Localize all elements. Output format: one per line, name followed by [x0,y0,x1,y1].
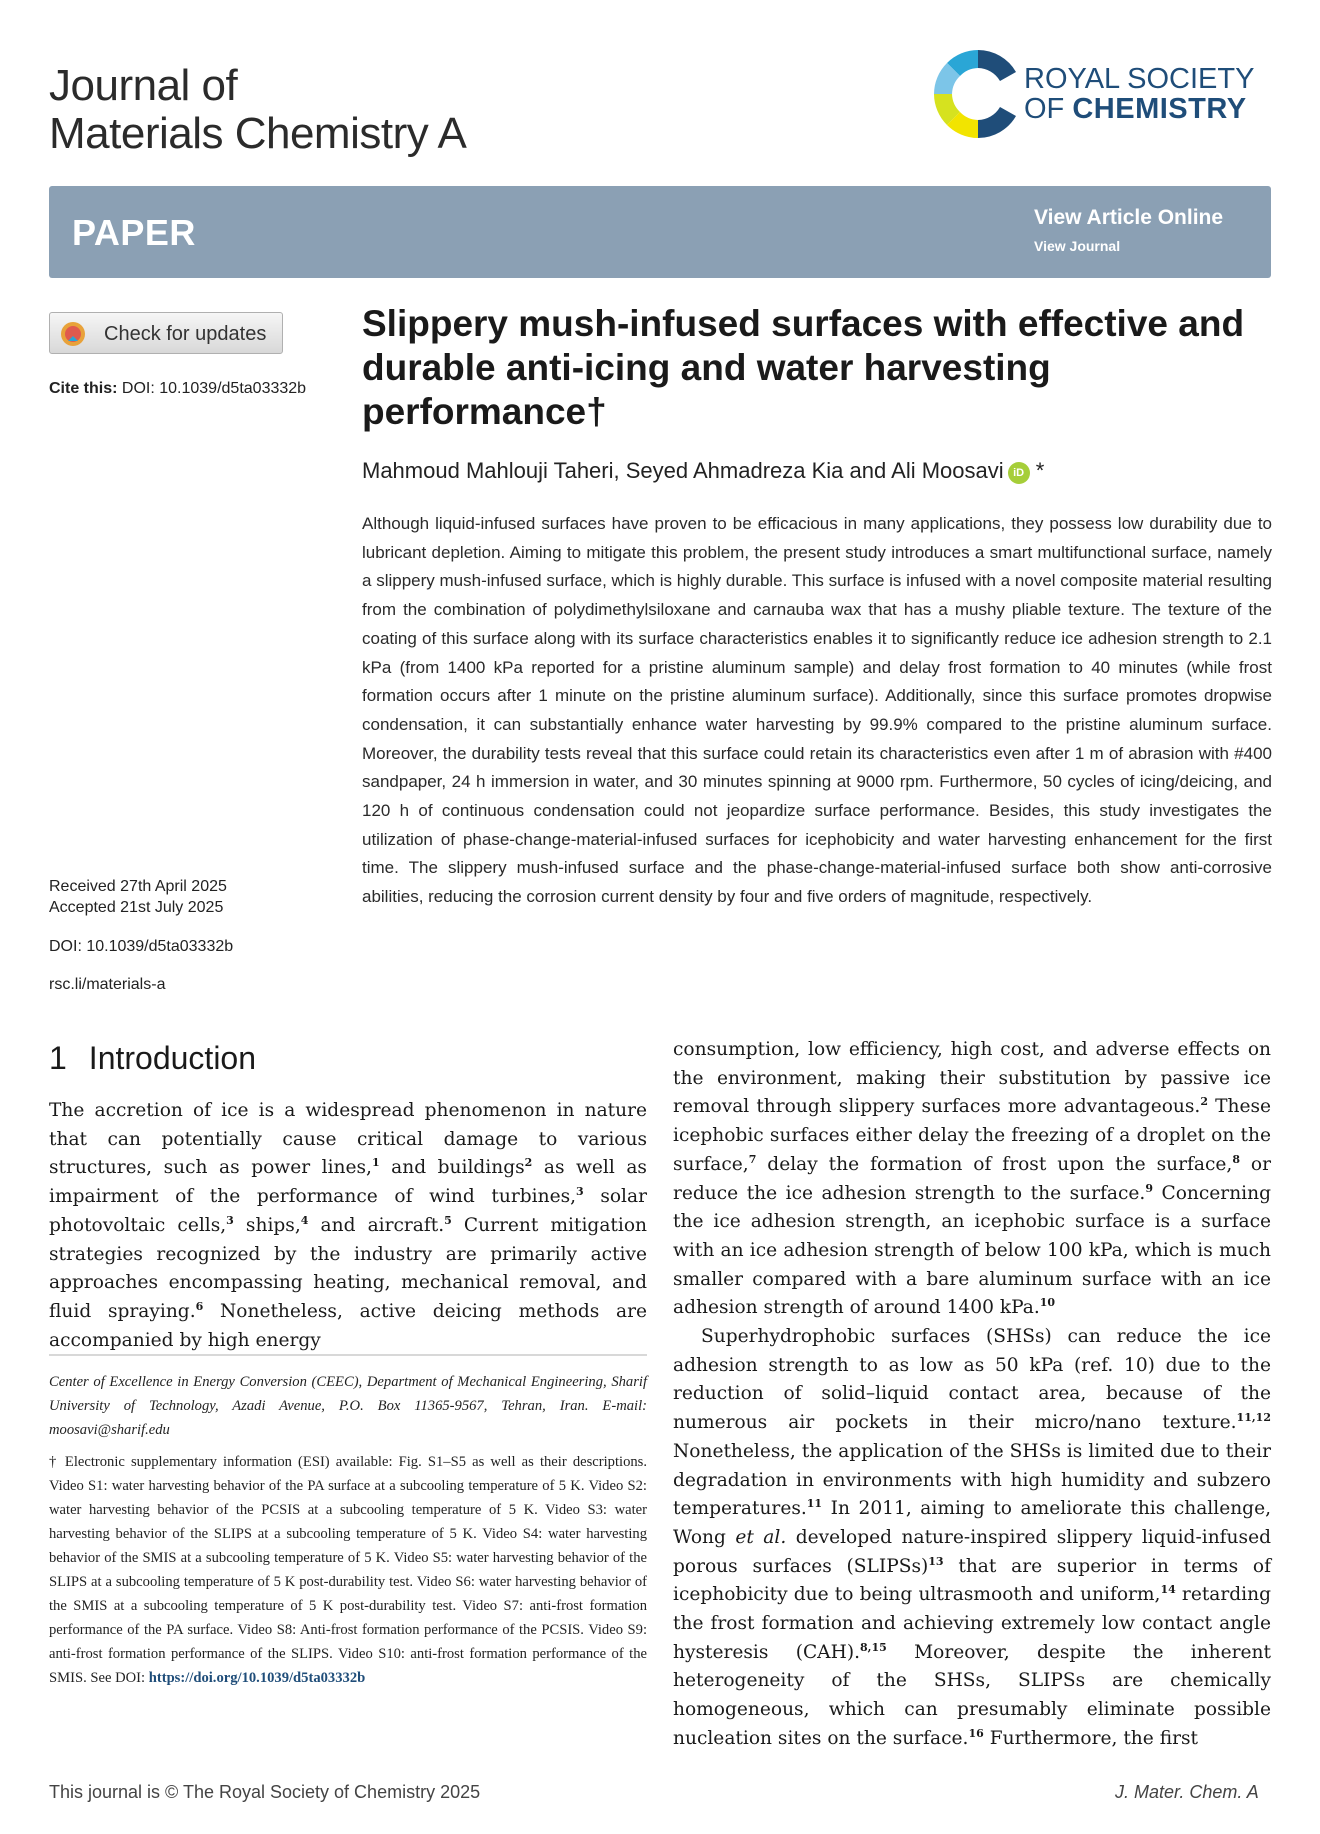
paragraph: consumption, low efficiency, high cost, and adverse effects on the environment, making their substitution by passive ice removal through slippery surfaces more advantageous.$^2$ These icephobic surfaces either delay the freezing of a droplet on the surface,$^7$ delay the formation of frost upon the surface,$^8$ or reduce the ice adhesion strength to the surface.$^9$ Concerning the ice adhesion strength, an icephobic surface is a surface with an ice adhesion strength of below 100 kPa, which is much smaller compared with a bare aluminum surface with an ice adhesion strength of around 1400 kPa.$^{10}$ [673,1039,1272,1319]
check-updates-label: Check for updates [104,323,267,345]
check-for-updates-button[interactable] [49,312,283,354]
publisher-line1: ROYAL SOCIETY [1024,63,1255,95]
received-date: Received 27th April 2025 [49,878,227,895]
esi-footnote: † Electronic supplementary information (ESI) available: Fig. S1–S5 as well as their descriptions. Video S1: water harvesting behavior of the PA surface at a subcooling temperature of 5 K. Video S2: water harvesting behavior of the PCSIS at a subcooling temperature of 5 K. Video S3: water harvesting behavior of the SLIPS at a subcooling temperature of 5 K. Video S4: water harvesting behavior of the SMIS at a subcooling temperature of 5 K. Video S5: water harvesting behavior of the SLIPS at a subcooling temperature of 5 K post-durability test. Video S6: water harvesting behavior of the SMIS at a subcooling temperature of 5 K post-durability test. Video S7: anti-frost formation performance of the PA surface. Video S8: Anti-frost formation performance of the PCSIS. Video S9: anti-frost formation performance of the SLIPS. Video S10: anti-frost formation performance of the SMIS. See DOI: https://doi.org/10.1039/d5ta03332b [49,1454,647,1686]
publisher-chemistry: CHEMISTRY [1072,93,1247,125]
publisher-of: OF [1024,93,1065,125]
footnotes [49,1370,647,1690]
author-list [362,458,1044,484]
journal-title-line1: Journal of [49,61,238,110]
footer-copyright: This journal is © The Royal Society of Chemistry 2025 [49,1782,481,1802]
publisher-name [1024,64,1254,124]
paragraph: The accretion of ice is a widespread phenomenon in nature that can potentially cause critical damage to various structures, such as power lines,$^1$ and buildings$^2$ as well as impairment of the performance of wind turbines,$^3$ solar photovoltaic cells,$^3$ ships,$^4$ and aircraft.$^5$ Current mitigation strategies recognized by the industry are primarily active approaches encompassing heating, mechanical removal, and fluid spraying.$^6$ Nonetheless, active deicing methods are accompanied by high energy [49,1100,648,1351]
dates [49,876,227,918]
body-column-left [49,1097,647,1355]
orcid-icon[interactable]: iD [1008,462,1030,484]
section-heading [49,1040,256,1077]
article-title: Slippery mush-infused surfaces with effective and durable anti-icing and water harvesting performance† [362,303,1245,432]
view-journal-link[interactable]: View Journal [1034,238,1121,254]
footer-journal-abbrev: J. Mater. Chem. A [1115,1782,1259,1802]
journal-title-line2: Materials Chemistry A [49,109,467,158]
footnote-divider [49,1354,647,1356]
check-updates-icon [60,321,86,347]
journal-title [49,62,466,158]
paper-label: PAPER [72,212,196,253]
cite-label: Cite this: [49,380,118,397]
authors: Mahmoud Mahlouji Taheri, Seyed Ahmadreza Kia and Ali Moosavi [362,458,1004,483]
cite-doi: DOI: 10.1039/d5ta03332b [121,380,307,397]
body-column-right [673,1036,1271,1754]
paper-banner [49,186,1271,278]
journal-link[interactable]: rsc.li/materials-a [49,976,166,993]
section-title: Introduction [88,1040,257,1076]
cite-this [49,380,306,398]
view-article-online-link[interactable]: View Article Online [1034,206,1224,229]
affiliation-footnote: Center of Excellence in Energy Conversion (CEEC), Department of Mechanical Engineering, Sharif University of Technology, Azadi Avenue, P.O. Box 11365-9567, Tehran, Iran. E-mail: moosavi@sharif.edu [49,1374,647,1438]
abstract: Although liquid-infused surfaces have proven to be efficacious in many applications, they possess low durability due to lubricant depletion. Aiming to mitigate this problem, the present study introduces a smart multifunctional surface, namely a slippery mush-infused surface, which is highly durable. This surface is infused with a novel composite material resulting from the combination of polydimethylsiloxane and carnauba wax that has a mushy pliable texture. The texture of the coating of this surface along with its surface characteristics enables it to significantly reduce ice adhesion strength to 2.1 kPa (from 1400 kPa reported for a pristine aluminum sample) and delay frost formation to 40 minutes (while frost formation occurs after 1 minute on the pristine aluminum surface). Additionally, since this surface promotes dropwise condensation, it can substantially enhance water harvesting by 99.9% compared to the pristine aluminum surface. Moreover, the durability tests reveal that this surface could retain its characteristics even after 1 m of abrasion with #400 sandpaper, 24 h immersion in water, and 30 minutes spinning at 9000 rpm. Furthermore, 50 cycles of icing/deicing, and 120 h of continuous condensation could not jeopardize surface performance. Besides, this study investigates the utilization of phase-change-material-infused surfaces for icephobicity and water harvesting enhancement for the first time. The slippery mush-infused surface and the phase-change-material-infused surface both show anti-corrosive abilities, reducing the corrosion current density by four and five orders of magnitude, respectively. [362,514,1272,907]
corresponding-author-mark: * [1035,458,1045,483]
doi: DOI: 10.1039/d5ta03332b [49,938,234,955]
esi-doi-link[interactable]: https://doi.org/10.1039/d5ta03332b [148,1670,366,1686]
paragraph: Superhydrophobic surfaces (SHSs) can reduce the ice adhesion strength to as low as 50 kPa (ref. 10) due to the reduction of solid–liquid contact area, because of the numerous air pockets in their micro/nano texture.$^{11,12}$ Nonetheless, the application of the SHSs is limited due to their degradation in environments with high humidity and subzero temperatures.$^{11}$ In 2011, aiming to ameliorate this challenge, Wong et al. developed nature-inspired slippery liquid-infused porous surfaces (SLIPSs)$^{13}$ that are superior in terms of icephobicity due to being ultrasmooth and uniform,$^{14}$ retarding the frost formation and achieving extremely low contact angle hysteresis (CAH).$^{8,15}$ Moreover, despite the inherent heterogeneity of the SHSs, SLIPSs are chemically homogeneous, which can presumably eliminate possible nucleation sites on the surface.$^{16}$ Furthermore, the first [673,1326,1271,1749]
section-number: 1 [49,1040,67,1076]
accepted-date: Accepted 21st July 2025 [49,899,224,916]
